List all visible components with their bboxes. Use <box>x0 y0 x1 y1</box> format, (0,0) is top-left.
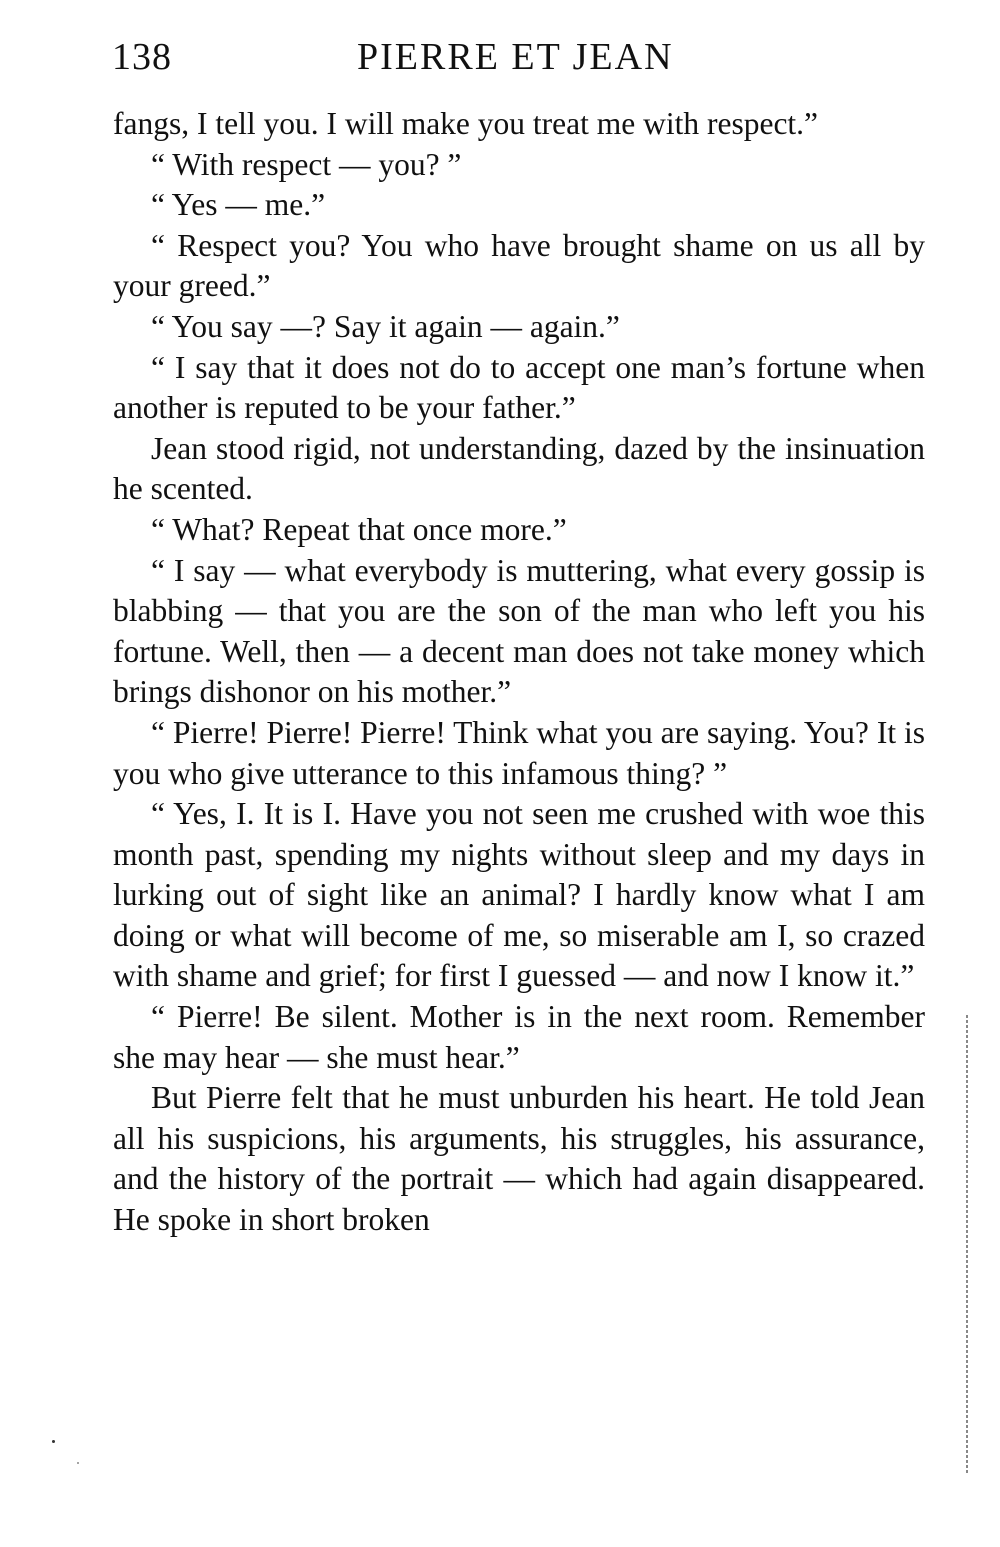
body-text <box>113 104 925 1241</box>
scan-margin-line <box>966 1015 968 1475</box>
scan-speck <box>77 1462 79 1464</box>
paragraph: “ With respect — you? ” <box>151 146 462 182</box>
paragraph: “ You say —? Say it again — again.” <box>151 308 620 344</box>
paragraph: “ Yes, I. It is I. Have you not seen me crushed with woe this month past, spending my nights without sleep and my days in lurking out of sight like an animal? I hardly know what I am doing or what will become of me, so miserable am I, so crazed with shame and grief; for first I guessed — and now I know it.” <box>113 796 925 994</box>
page-header <box>112 34 928 84</box>
scan-speck <box>52 1440 55 1443</box>
paragraph: “ Yes — me.” <box>151 187 326 223</box>
running-head: PIERRE ET JEAN <box>357 36 674 78</box>
page-number: 138 <box>112 36 172 78</box>
paragraph: “ I say that it does not do to accept one man’s fortune when another is reputed to be your father.” <box>113 349 925 426</box>
paragraph: Jean stood rigid, not understanding, dazed by the insinuation he scented. <box>113 430 925 507</box>
paragraph: But Pierre felt that he must unburden his heart. He told Jean all his suspicions, his arguments, his struggles, his assurance, and the history of the portrait — which had again disappeared. He spoke in short broken <box>113 1080 925 1238</box>
paragraph: fangs, I tell you. I will make you treat me with respect.” <box>113 106 819 141</box>
paragraph: “ Pierre! Be silent. Mother is in the next room. Remember she may hear — she must hear.” <box>113 999 925 1075</box>
paragraph: “ What? Repeat that once more.” <box>151 511 567 547</box>
paragraph: “ Respect you? You who have brought shame on us all by your greed.” <box>113 227 925 304</box>
paragraph: “ I say — what everybody is muttering, what every gossip is blabbing — that you are the son of the man who left you his fortune. Well, then — a decent man does not take money which brings dishonor on his mother.” <box>113 552 925 710</box>
paragraph: “ Pierre! Pierre! Pierre! Think what you are saying. You? It is you who give utterance to this infamous thing? ” <box>113 714 925 791</box>
